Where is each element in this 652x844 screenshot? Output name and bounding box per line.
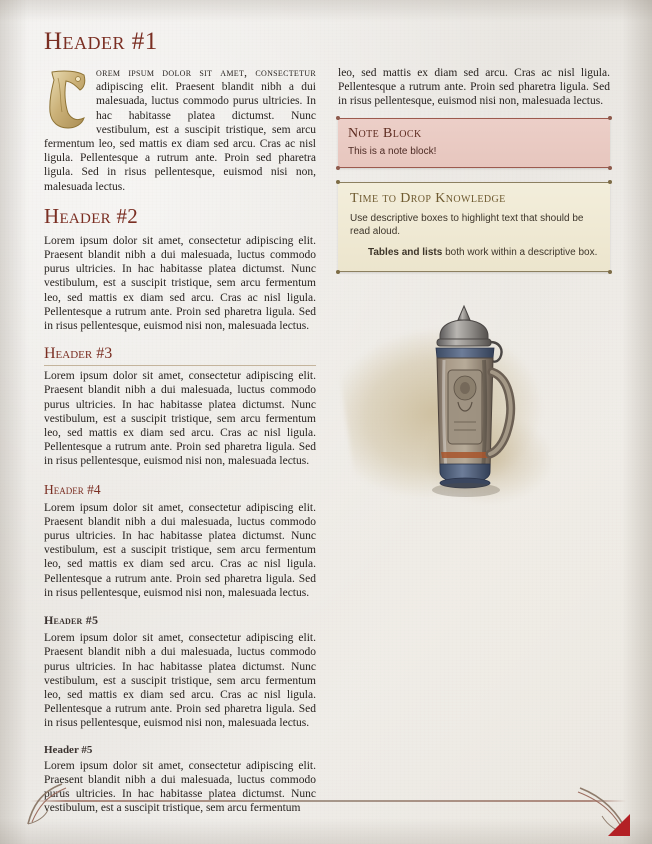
- note-block-body: This is a note block!: [348, 145, 437, 157]
- list-item-rest: both work within a descriptive box.: [442, 246, 598, 258]
- page-title: Header #1: [44, 28, 158, 55]
- note-corner-dot-top-right: [608, 116, 612, 120]
- two-column-layout: [44, 66, 610, 824]
- descriptive-block-body: Use descriptive boxes to highlight text that should be read aloud.: [350, 212, 584, 238]
- paragraph-under-header-2: Lorem ipsum dolor sit amet, consectetur adipiscing elit. Praesent blandit nibh a dui malesuada, luctus commodo purus ultricies. In hac habitasse platea dictumst. Nunc vestibulum, est a suscipit tristique, sem arcu fermentum leo, sed mattis ex diam sed arcu. Cras ac nisl ligula. Pellentesque a rutrum ante. Proin sed pharetra ligula. Sed in risus pellentesque, euismod nisi non, malesuada lectus.: [44, 234, 316, 333]
- paragraph-under-header-6: Lorem ipsum dolor sit amet, consectetur adipiscing elit. Praesent blandit nibh a dui malesuada, luctus commodo purus ultricies. In hac habitasse platea dictumst. Nunc vestibulum, est a suscipit tristique, sem arcu fermentum: [44, 759, 316, 815]
- header-2: Header #2: [44, 203, 139, 228]
- right-column-continuation-paragraph: leo, sed mattis ex diam sed arcu. Cras ac nisl ligula. Pellentesque a rutrum ante. Proin sed pharetra ligula. Sed in risus pellentesque, euismod nisi non, malesuada lectus.: [338, 67, 610, 108]
- desc-corner-dot-bottom-right: [608, 270, 612, 274]
- header-5: Header #5: [44, 613, 99, 628]
- stein-drawing: [410, 302, 520, 512]
- lead-smallcaps: orem ipsum dolor sit amet, consectetur: [96, 67, 316, 79]
- note-block: [338, 118, 610, 168]
- page-edge-left: [0, 0, 28, 844]
- descriptive-block-list: [350, 246, 598, 260]
- note-block-title: Note Block: [348, 125, 422, 141]
- header-3: Header #3: [44, 345, 316, 366]
- paragraph-under-header-4: Lorem ipsum dolor sit amet, consectetur adipiscing elit. Praesent blandit nibh a dui malesuada, luctus commodo purus ultricies. In hac habitasse platea dictumst. Nunc vestibulum, est a suscipit tristique, sem arcu fermentum leo, sed mattis ex diam sed arcu. Cras ac nisl ligula. Pellentesque a rutrum ante. Proin sed pharetra ligula. Sed in risus pellentesque, euismod nisi non, malesuada lectus.: [44, 501, 316, 599]
- note-corner-dot-bottom-left: [336, 166, 340, 170]
- descriptive-block-title: Time to Drop Knowledge: [350, 190, 506, 206]
- note-corner-dot-bottom-right: [608, 166, 612, 170]
- paragraph-under-header-3: Lorem ipsum dolor sit amet, consectetur adipiscing elit. Praesent blandit nibh a dui malesuada, luctus commodo purus ultricies. In hac habitasse platea dictumst. Nunc vestibulum, est a suscipit tristique, sem arcu fermentum leo, sed mattis ex diam sed arcu. Cras ac nisl ligula. Pellentesque a rutrum ante. Proin sed pharetra ligula. Sed in risus pellentesque, euismod nisi non, malesuada lectus.: [44, 370, 316, 468]
- descriptive-block: [338, 182, 610, 273]
- left-column: [44, 66, 316, 824]
- desc-corner-dot-bottom-left: [336, 270, 340, 274]
- illustration-beer-stein: [338, 294, 610, 524]
- right-column: [338, 66, 610, 824]
- page-content: [44, 28, 610, 824]
- note-corner-dot-top-left: [336, 116, 340, 120]
- paragraph-under-header-5: Lorem ipsum dolor sit amet, consectetur adipiscing elit. Praesent blandit nibh a dui malesuada, luctus commodo purus ultricies. In hac habitasse platea dictumst. Nunc vestibulum, est a suscipit tristique, sem arcu fermentum leo, sed mattis ex diam sed arcu. Cras ac nisl ligula. Pellentesque a rutrum ante. Proin sed pharetra ligula. Sed in risus pellentesque, euismod nisi non, malesuada lectus.: [44, 632, 316, 730]
- lead-rest: adipiscing elit. Praesent blandit nibh a dui malesuada, luctus commodo purus ultricies. In hac habitasse platea dictumst. Nunc vestibulum, est a suscipit tristique, sem arcu fermentum leo, sed mattis ex diam sed arcu. Cras ac nisl ligula. Pellentesque a rutrum ante. Proin sed pharetra ligula. Sed in risus pellentesque, euismod nisi non, malesuada lectus.: [44, 81, 316, 193]
- list-item: [368, 246, 598, 260]
- lead-paragraph-block: [44, 66, 316, 194]
- page-edge-top: [0, 0, 652, 22]
- footer-divider-rule: [30, 800, 626, 802]
- desc-corner-dot-top-left: [336, 180, 340, 184]
- page-corner-marker: [608, 814, 630, 836]
- page-edge-right: [622, 0, 652, 844]
- list-item-bold: Tables and lists: [368, 246, 443, 258]
- header-6: Header #5: [44, 743, 93, 756]
- header-4: Header #4: [44, 481, 101, 497]
- footer-flourish-left: [26, 778, 86, 826]
- drop-cap-ornament: [44, 68, 90, 130]
- desc-corner-dot-top-right: [608, 180, 612, 184]
